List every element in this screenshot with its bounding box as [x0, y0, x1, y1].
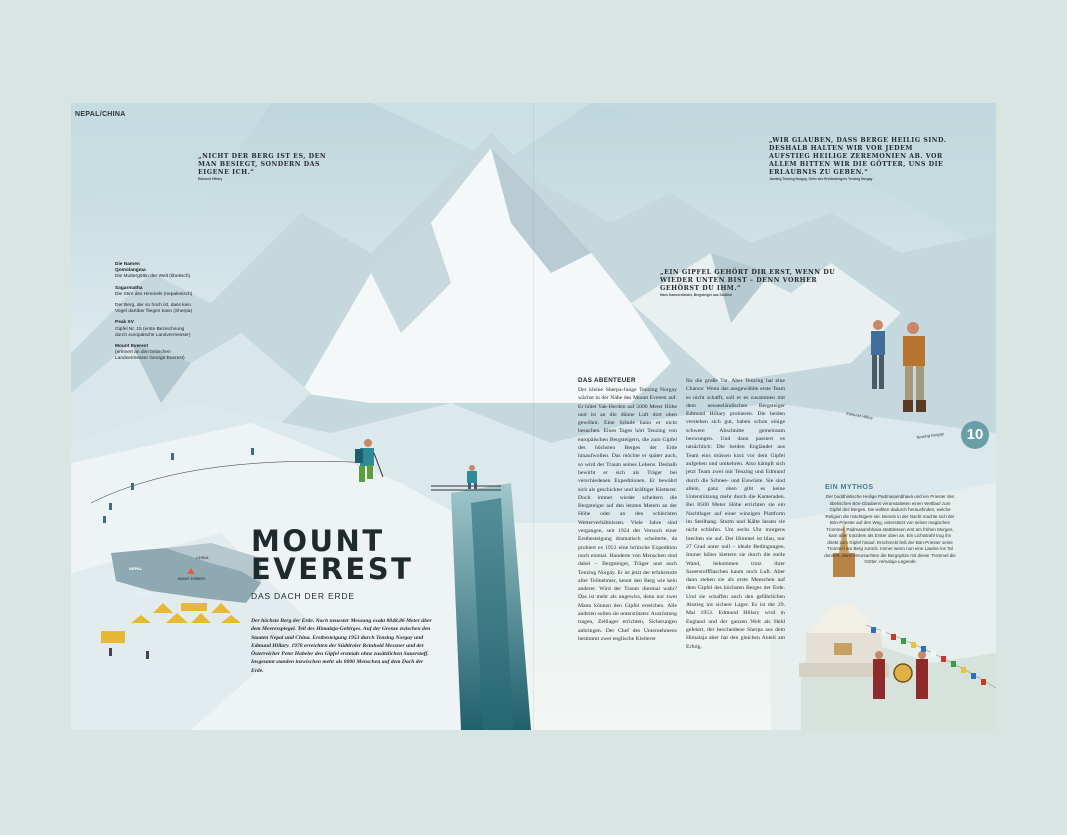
name-title: Mount Everest: [115, 344, 149, 350]
name-desc: Gipfel Nr. 15 (erste Bezeichnung durch europäische Landvermesser): [115, 326, 191, 338]
name-desc: Die Muttergöttin der Welt (tibetisch): [115, 274, 191, 280]
map-label-china: CHINA: [196, 555, 209, 560]
section-tag: NEPAL/CHINA: [75, 111, 126, 118]
name-desc: Der Berg, der so hoch ist, dass kein Vogel darüber fliegen kann (Sherpa): [115, 303, 193, 315]
quote-source: Jamling Tenzing Norgay, Sohn des Erstbesteigers Tenzing Norgay: [769, 177, 873, 181]
article-column-1: Der kleine Sherpa-Junge Tenzing Norgay wächst in der Nähe des Mount Everest auf. Er hütet Yak-Herden auf 5000 Meter Höhe und ist an die dünne Luft dort oben gewöhnt. Eine Schule kann er nicht besuchen. Eines Tages hört Tenzing von europäischen Bergsteigern, die zum Gipfel des höchsten Berges der Erde hinaufwollen. Das möchte er später auch, so wird der Traum seines Lebens. Deshalb bewirbt er sich als Träger bei verschiedenen Expeditionen. Er bewährt sich als geschickter und kräftiger Kletterer. Doch immer wieder scheitern die Bergsteiger auf den letzten Metern an der Höhe oder an den schlechten Wetterverhältnissen. Viele Jahre sind vergangen, seit 1924 der Versuch einer Erstbesteigung dramatisch scheiterte, da probiert es 1953 eine britische Expedition noch einmal. Hunderte von Menschen sind dabei – Bergsteiger, Träger und auch Tenzing Norgay. Er ist jetzt der erfahrenste aller Teilnehmer, kennt den Berg wie kein anderer. Wird der Traum diesmal wahr? Das ist mehr als ungewiss, denn nur zwei Mann können den Gipfel erreichen. Alle anderen sollen sie unterstützen: Ausrüstung tragen, Zeltlager errichten, Sicherungen anbringen. Der Chef des Unternehmens bestimmt zwei englische Kletterer: [578, 387, 677, 642]
name-desc: Die Stirn des Himmels (nepalesisch): [115, 291, 193, 297]
article-heading: DAS ABENTEUER: [578, 377, 636, 384]
map-label-india: INDIEN: [137, 591, 151, 596]
quote-text: „EIN GIPFEL GEHÖRT DIR ERST, WENN DU WIEDER UNTEN BIST – DENN VORHER GEHÖRST DU IHM.“: [660, 269, 836, 292]
page-title: [251, 524, 451, 601]
quote-jamling: [769, 137, 949, 181]
quote-hillary: [198, 153, 343, 181]
caption-tenzing: Tenzing Norgay: [915, 431, 945, 440]
names-list: [115, 262, 195, 368]
caption-hillary: Edmund Hillary: [845, 410, 874, 421]
name-title: Sagarmatha: [115, 285, 143, 291]
name-desc: (erinnert an den britischen Landvermesser George Everest): [115, 350, 185, 362]
subtitle: DAS DACH DER ERDE: [251, 591, 355, 601]
name-title: Qomolangma: [115, 268, 146, 274]
map-label-nepal: NEPAL: [129, 566, 143, 571]
title-line-2: EVEREST: [251, 552, 414, 586]
page-number: 10: [961, 421, 989, 449]
myth-heading: EIN MYTHOS: [825, 484, 874, 491]
name-title: Peak XV: [115, 320, 134, 326]
map-label-everest: MOUNT EVEREST: [178, 577, 206, 581]
names-heading: Die Namen: [115, 262, 140, 267]
quote-kammerlander: [660, 269, 845, 297]
myth-source: Himalaja-Legende: [879, 559, 916, 564]
quote-source: Hans Kammerlander, Bergsteiger aus Südtirol: [660, 293, 733, 297]
myth-text: Der buddhistische Heilige Padmasambhava und ein Priester des tibetischen Bön-Glaubens veranstalteten einen Wettlauf zum Gipfel des Berges. Sie wollten dadurch herausfinden, welche Religion die mächtigere sei. Bereits in der Nacht machte sich der Bön-Priester auf den Weg, unterstützt von seiner magischen Trommel. Padmasambhava stattdessen erst am frühen Morgen, kam aber trotzdem als Erster oben an. Ein Lichtstrahl trug ihn direkt zum Gipfel hinauf. Erschreckt ließ der Bön-Priester seine Trommel am Berg zurück. Immer wenn nun eine Lawine ins Tal donnert, dann verursachten die Bergspitze mit dieser Trommel die Götter.: [824, 494, 956, 564]
quote-text: „WIR GLAUBEN, DASS BERGE HEILIG SIND. DESHALB HALTEN WIR VOR JEDEM AUFSTIEG HEILIGE ZEREMONIEN AB. VOR ALLEM BITTEN WIR DIE GÖTTER, UNS DIE ERLAUBNIS ZU GEBEN.“: [769, 137, 947, 176]
myth-text-block: [824, 494, 956, 566]
quote-text: „NICHT DER BERG IST ES, DEN MAN BESIEGT, SONDERN DAS EIGENE ICH.“: [198, 153, 327, 176]
quote-source: Edmund Hillary: [198, 177, 223, 181]
magazine-spread: [71, 103, 996, 730]
intro-text: Der höchste Berg der Erde. Nach neuester Messung exakt 8848,86 Meter über dem Meeresspiegel. Teil des Himalaja-Gebirges. Auf der Grenze zwischen den Staaten Nepal und China. Erstbesteigung 1953 durch Tenzing Norgay und Edmund Hillary. 1978 erreichten der Südtiroler Reinhold Messner und der Österreicher Peter Habeler den Gipfel erstmals ohne zusätzlichen Sauerstoff. Insgesamt standen inzwischen mehr als 8000 Menschen auf dem Dach der Erde.: [251, 618, 432, 674]
spine-gutter: [533, 103, 534, 730]
title-line-1: MOUNT: [251, 524, 385, 558]
article-column-2: für die große Tat. Aber Tenzing hat eine Chance: Wenn das ausgewählte erste Team es nicht schafft, soll er es zusammen mit dem neuseeländischen Bergsteiger Edmund Hillary probieren. Die beiden verstehen sich gut, haben schon einige schwere Abschnitte gemeinsam bezwungen. Und dann passiert es tatsächlich: Die beiden Engländer aus Team eins müssen kurz vor dem Gipfel aufgeben und umkehren. Also kämpft sich jetzt Team zwei mit Tenzing und Edmund durch die Schnee- und Eiswüste. Sie sind allein, ganz oben gibt es keine Unterstützung mehr durch die Kameraden. Bei 8500 Meter Höhe errichten sie ein Nachtlager auf einer winzigen Plattform im Steilhang. Sturm und Kälte lassen sie nicht schlafen. Um sechs Uhr morgens brechen sie auf. Der Himmel ist blau, nur 27 Grad unter null – ideale Bedingungen. Immer höher klettern sie durch die steile Wand, bekommen trotz ihrer Sauerstoffflaschen kaum noch Luft. Aber dann stehen sie als erste Menschen auf dem Gipfel des höchsten Berges der Erde. Und sie schaffen auch den gefährlichen Abstieg ins sichere Lager. Es ist der 29. Mai 1953. Edmund Hillary wird in England und der ganzen Welt als Held gefeiert, der bescheidene Sherpa aus dem Himalaja aber hat den gleichen Anteil am Erfolg.: [686, 378, 785, 650]
